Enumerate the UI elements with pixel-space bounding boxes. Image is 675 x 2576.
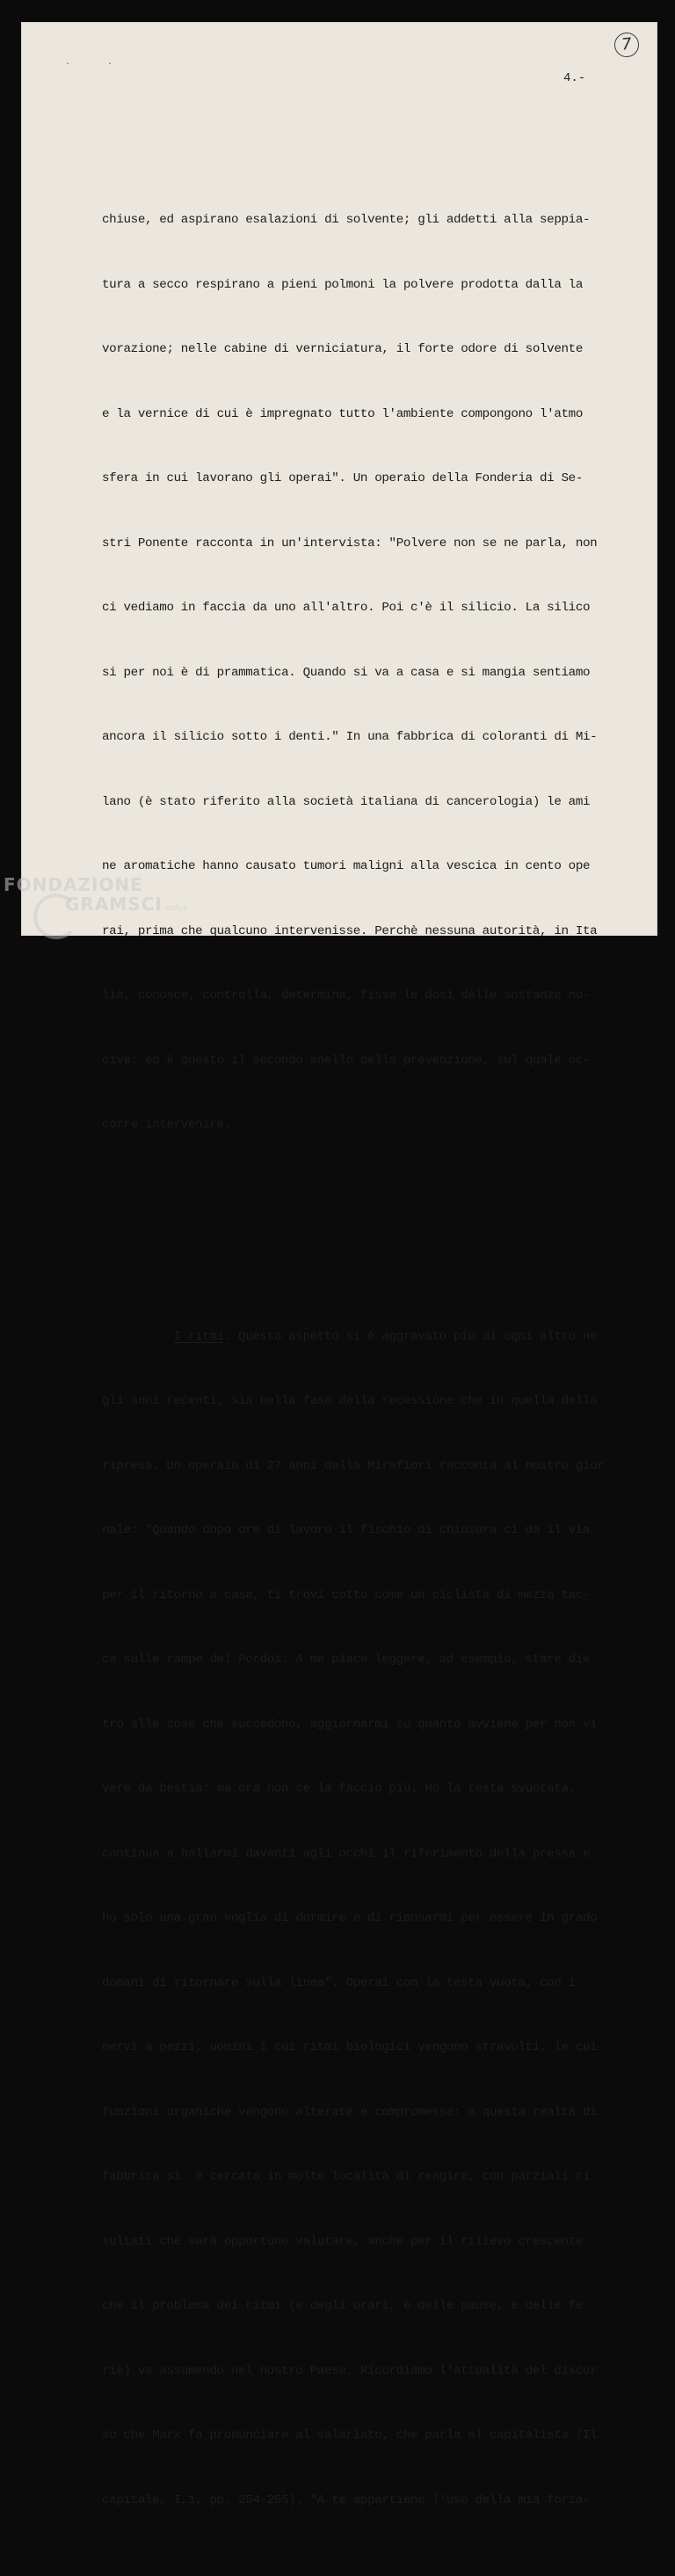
watermark-suffix: onlus xyxy=(165,904,187,913)
text-line: chiuse, ed aspirano esalazioni di solvente; gli addetti alla seppia- xyxy=(102,213,591,227)
text-line: vere da bestia: ma ora non ce la faccio più. Ho la testa svuotata, xyxy=(102,1782,576,1796)
text-line: corre intervenire. xyxy=(102,1118,231,1132)
text-line: tro alle cose che succedono, aggiornarmi su quanto avviene per non vi xyxy=(102,1717,598,1732)
text-line: ripresa. Un operaio di 27 anni della Mirafiori racconta al nostro gior xyxy=(102,1458,605,1473)
text-line: sfera in cui lavorano gli operai". Un operaio della Fonderia di Se- xyxy=(102,471,583,485)
text-line: cive: ed è questo il secondo anello della prevenzione, sul quale oc- xyxy=(102,1053,591,1068)
text-line: ca sulle rampe del Pordoi. A me piace leggere, ad esempio, stare die xyxy=(102,1653,591,1667)
text-line: ancora il silicio sotto i denti." In una fabbrica di coloranti di Mi- xyxy=(102,730,598,744)
text-line: lia, conosce, controlla, determina, fissa le dosi delle sostanze no- xyxy=(102,989,591,1003)
paragraph-1 xyxy=(102,166,629,1179)
text-line: gli anni recenti, sia nella fase della recessione che in quella della xyxy=(102,1394,598,1408)
page-number: 4.- xyxy=(563,71,586,85)
text-line: ci vediamo in faccia da uno all'altro. Poi c'è il silicio. La silico xyxy=(102,601,591,615)
text-line: capitale, I,1, pp. 254-255). "A te appartiene l'uso della mia forza- xyxy=(102,2492,591,2507)
text-line: ne aromatiche hanno causato tumori maligni alla vescica in cento ope xyxy=(102,859,591,873)
text-line: stri Ponente racconta in un'intervista: "Polvere non se ne parla, non xyxy=(102,536,598,551)
text-line: domani di ritornare sulla linea". Operai con la testa vuota, con i xyxy=(102,1975,576,1990)
body-text xyxy=(102,123,629,2576)
text-line: si per noi è di prammatica. Quando si va a casa e si mangia sentiamo xyxy=(102,665,591,680)
watermark-line1: FONDAZIONE xyxy=(4,874,143,895)
text-line: vorazione; nelle cabine di verniciatura, il forte odore di solvente xyxy=(102,342,583,356)
text-line: nale: "Quando dopo ore di lavoro il fischio di chiusura ci da il via xyxy=(102,1523,591,1537)
text-line: ho solo una gran voglia di dormire e di riposarmi per essere in grado xyxy=(102,1911,598,1925)
text-line: per il ritorno a casa, ti trovi cotto come un ciclista di mezza tac- xyxy=(102,1587,591,1602)
text-line: lano (è stato riferito alla società italiana di cancerologia) le ami xyxy=(102,794,591,809)
archive-number-circle: 7 xyxy=(613,32,641,59)
text-line: funzioni organiche vengono alterate e compromesse: a questa realtà di xyxy=(102,2105,598,2120)
text-line: continua a ballarmi davanti agli occhi il riferimento della pressa e xyxy=(102,1846,591,1861)
text-line: nervi a pezzi, uomini i cui ritmi biologici vengono stravolti, le cui xyxy=(102,2040,598,2054)
text-line-rest: . Questo aspetto si è aggravato più di ogni altro ne xyxy=(223,1329,598,1344)
paragraph-2 xyxy=(102,1283,629,2555)
text-line xyxy=(102,1326,629,1348)
text-line: e la vernice di cui è impregnato tutto l'ambiente compongono l'atmo xyxy=(102,406,583,421)
text-line: sultati che sarà opportuno valutare, anche per il rilievo crescente xyxy=(102,2234,583,2249)
section-heading: I ritmi xyxy=(173,1329,224,1344)
watermark-line2: GRAMSCI xyxy=(65,894,163,915)
text-line: che il problema dei ritmi (e degli orari, e delle pause, e delle fe xyxy=(102,2299,583,2313)
text-line: so che Marx fa pronunciare al salariato, che parla al capitalista (Il xyxy=(102,2428,598,2442)
text-line: fabbrica si è cercato in molte località di reagire, con parziali ri xyxy=(102,2170,591,2184)
watermark xyxy=(4,875,187,918)
text-line: rai, prima che qualcuno intervenisse. Perchè nessuna autorità, in Ita xyxy=(102,923,598,938)
text-line: tura a secco respirano a pieni polmoni la polvere prodotta dalla la xyxy=(102,277,583,292)
margin-dots: . . xyxy=(65,58,129,68)
text-line: rie) va assumendo nel nostro Paese. Ricordiamo l'attualità del discor xyxy=(102,2363,598,2378)
